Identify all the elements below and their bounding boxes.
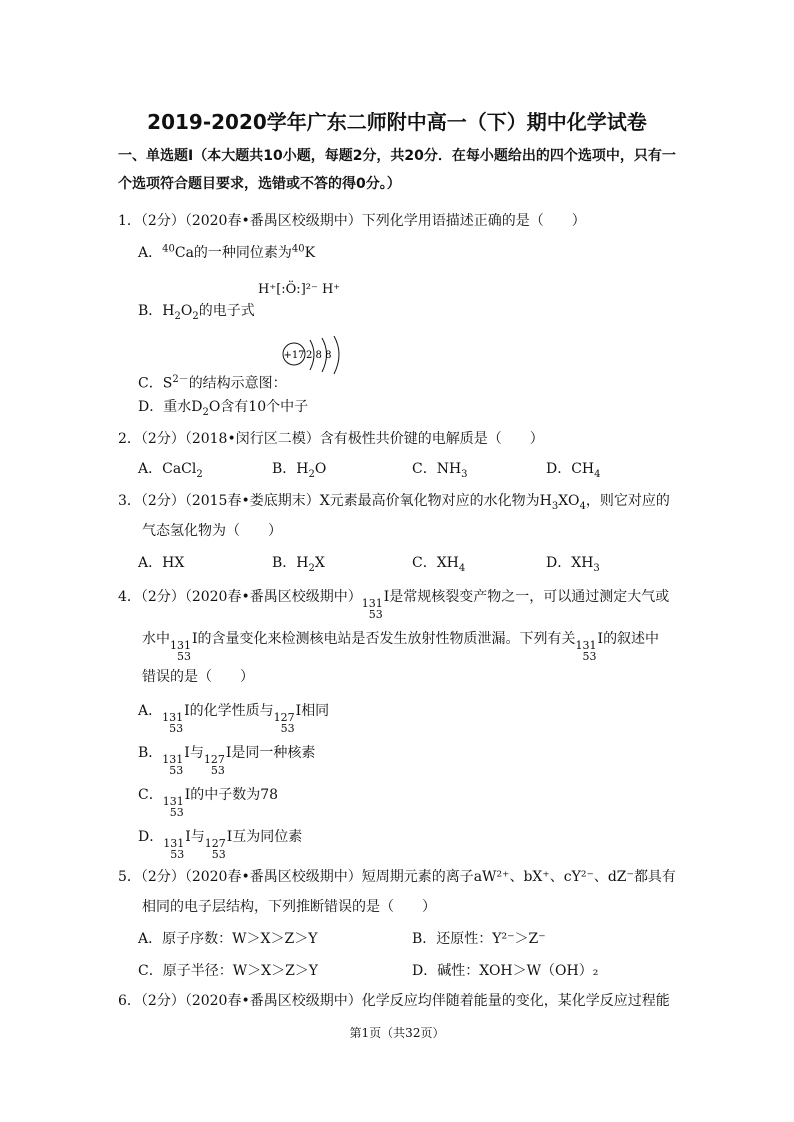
question-1-option-c[interactable] xyxy=(138,370,287,393)
mass-number: 40 xyxy=(291,243,305,255)
mass-number: 127 xyxy=(203,753,225,766)
atom-structure-diagram xyxy=(280,336,350,376)
option-text: 互为同位素 xyxy=(232,829,303,845)
option-text: C．NH xyxy=(412,461,462,477)
option-text: B．H xyxy=(138,303,175,319)
element-symbol: I xyxy=(184,787,191,803)
nuclide-notation xyxy=(274,712,295,734)
subscript: 2 xyxy=(308,468,315,480)
question-5-option-a[interactable]: A．原子序数：W＞X＞Z＞Y xyxy=(138,931,318,947)
subscript: 4 xyxy=(458,562,466,574)
question-5-stem-line-2: 相同的电子层结构，下列推断错误的是（ ） xyxy=(142,899,436,915)
question-3-option-c[interactable] xyxy=(412,552,465,574)
stem-text: 水中 xyxy=(142,631,170,647)
subscript: 3 xyxy=(461,468,468,480)
mass-number: 131 xyxy=(361,597,383,610)
mass-number: 131 xyxy=(162,795,184,808)
shell-arc xyxy=(334,336,339,374)
nuclide-notation xyxy=(362,598,383,620)
atomic-number: 53 xyxy=(210,764,225,777)
atomic-number: 53 xyxy=(582,650,597,663)
superscript: 2－ xyxy=(172,374,189,385)
option-text: X xyxy=(314,555,325,571)
option-text: O xyxy=(180,303,193,319)
element-symbol: I xyxy=(185,829,191,845)
nuclide-notation xyxy=(163,838,184,860)
option-label: A． xyxy=(138,245,163,261)
nuclide-notation xyxy=(162,754,183,776)
question-4-option-a[interactable] xyxy=(138,700,329,734)
question-2-option-c[interactable] xyxy=(412,458,468,480)
subscript: 4 xyxy=(579,500,586,512)
question-3-option-a[interactable] xyxy=(138,552,184,572)
subscript: 2 xyxy=(202,406,209,418)
page-title: 2019-2020学年广东二师附中高一（下）期中化学试卷 xyxy=(147,110,647,134)
option-text: A．HX xyxy=(138,555,185,571)
question-3-stem-line-1 xyxy=(118,490,670,512)
question-4-option-d[interactable] xyxy=(138,826,302,860)
question-5-option-d[interactable]: D．碱性：XOH＞W（OH）₂ xyxy=(412,963,599,979)
stem-text: 4．（2分）（2020春•番禺区校级期中） xyxy=(118,589,362,605)
question-5-option-c[interactable]: C．原子半径：W＞X＞Z＞Y xyxy=(138,963,319,979)
element-symbol: I xyxy=(383,589,390,605)
option-text: 的结构示意图： xyxy=(188,375,287,392)
nuclide-notation xyxy=(163,796,184,818)
question-1-option-d[interactable] xyxy=(138,396,308,418)
question-1-stem: 1．（2分）（2020春•番禺区校级期中）下列化学用语描述正确的是（ ） xyxy=(118,213,586,229)
option-label: A． xyxy=(138,703,163,719)
question-5-stem-line-1 xyxy=(118,866,676,886)
question-4-option-b[interactable] xyxy=(138,742,315,776)
atomic-number: 53 xyxy=(368,608,383,621)
mass-number: 127 xyxy=(273,711,295,724)
option-label: C． xyxy=(138,787,163,803)
stem-text: 3．（2分）（2015春•娄底期末）X元素最高价氧化物对应的水化物为H xyxy=(118,493,552,509)
stem-text: 的叙述中 xyxy=(603,631,660,647)
option-text: 相同 xyxy=(301,703,330,719)
ion-list: aW²⁺、bX⁺、cY²⁻、dZ⁻ xyxy=(473,869,634,885)
element-symbol: I xyxy=(184,745,190,761)
mass-number: 131 xyxy=(163,837,185,850)
option-label: B． xyxy=(138,745,163,761)
question-2-option-b[interactable] xyxy=(272,458,326,480)
element-symbol: I xyxy=(597,631,604,647)
element-symbol: I xyxy=(295,703,302,719)
subscript: 2 xyxy=(196,468,203,480)
option-text: D．CH xyxy=(546,461,595,477)
subscript: 3 xyxy=(551,500,559,512)
option-text: C．XH xyxy=(412,555,459,571)
nuclide-notation xyxy=(170,640,191,662)
page-footer: 第1页（共32页） xyxy=(349,1026,445,1040)
nuclide-notation xyxy=(205,838,226,860)
mass-number: 127 xyxy=(204,837,226,850)
stem-text: 是常规核裂变产物之一，可以通过测定大气或 xyxy=(389,589,670,605)
atomic-number: 53 xyxy=(169,806,184,819)
option-text: C．S xyxy=(138,375,173,392)
question-2-option-a[interactable] xyxy=(138,458,203,480)
nuclide-notation xyxy=(204,754,225,776)
atomic-number: 53 xyxy=(280,722,295,735)
question-2-stem: 2．（2分）（2018•闵行区二模）含有极性共价键的电解质是（ ） xyxy=(118,431,544,447)
stem-text: XO xyxy=(558,493,580,509)
stem-text: ，则它对应的 xyxy=(585,493,670,509)
question-4-stem-line-2 xyxy=(142,628,659,662)
nucleus-label: +17 xyxy=(283,350,305,361)
question-4-stem-line-3: 错误的是（ ） xyxy=(142,669,254,685)
atomic-number: 53 xyxy=(211,848,226,861)
question-4-option-c[interactable] xyxy=(138,784,278,818)
question-3-option-b[interactable] xyxy=(272,552,325,574)
mass-number: 131 xyxy=(162,753,184,766)
option-text: B．H xyxy=(272,461,309,477)
lewis-structure: H⁺[:Ö:]²⁻ H⁺ xyxy=(258,282,341,297)
option-text: O xyxy=(314,461,327,477)
stem-text: 5．（2分）（2020春•番禺区校级期中）短周期元素的离子 xyxy=(118,869,474,885)
stem-text: 的含量变化来检测核电站是否发生放射性物质泄漏。下列有关 xyxy=(197,631,576,647)
question-5-option-b[interactable]: B．还原性：Y²⁻＞Z⁻ xyxy=(412,931,546,947)
option-text: 是同一种核素 xyxy=(231,745,316,761)
atomic-number: 53 xyxy=(169,764,184,777)
atomic-number: 53 xyxy=(177,650,191,663)
option-text: B．H xyxy=(272,555,309,571)
subscript: 2 xyxy=(308,562,315,574)
section-heading: 一、单选题Ⅰ（本大题共10小题，每题2分，共20分．在每小题给出的四个选项中，只有一个选项符合题目要求，选错或不答的得0分。） xyxy=(118,148,676,192)
option-text: 与 xyxy=(190,829,205,845)
subscript: 3 xyxy=(593,562,600,574)
option-text: 与 xyxy=(189,745,204,761)
option-text: K xyxy=(304,245,316,261)
element-symbol: I xyxy=(192,631,198,647)
option-text: O含有10个中子 xyxy=(208,399,309,415)
option-text: 的中子数为78 xyxy=(190,787,279,803)
question-1-option-b[interactable] xyxy=(138,300,255,322)
mass-number: 131 xyxy=(575,639,597,652)
nuclide-notation xyxy=(162,712,183,734)
shell-electrons: 2 8 8 xyxy=(306,350,332,361)
question-2-option-d[interactable] xyxy=(546,458,601,480)
nuclide-notation xyxy=(576,640,597,662)
subscript: 4 xyxy=(594,468,601,480)
option-text: 的电子式 xyxy=(198,303,255,319)
option-label: D． xyxy=(138,829,164,845)
question-4-stem-line-1 xyxy=(118,586,669,620)
option-text: D．重水D xyxy=(138,399,203,415)
mass-number: 131 xyxy=(170,639,191,652)
question-3-stem-line-2: 气态氢化物为（ ） xyxy=(142,523,282,539)
option-text: 的化学性质与 xyxy=(189,703,274,719)
subscript: 2 xyxy=(174,310,181,322)
element-symbol: I xyxy=(184,703,190,719)
mass-number: 40 xyxy=(162,243,175,255)
question-6-stem-line-1: 6．（2分）（2020春•番禺区校级期中）化学反应均伴随着能量的变化，某化学反应过程能 xyxy=(118,993,670,1009)
subscript: 2 xyxy=(192,310,199,322)
mass-number: 131 xyxy=(162,711,184,724)
stem-text: 都具有 xyxy=(633,869,676,885)
element-symbol: I xyxy=(225,745,232,761)
element-symbol: I xyxy=(226,829,233,845)
question-3-option-d[interactable] xyxy=(546,552,600,574)
option-text: D．XH xyxy=(546,555,594,571)
question-1-option-a[interactable] xyxy=(138,242,315,262)
option-text: Ca的一种同位素为 xyxy=(174,245,292,261)
option-text: A．CaCl xyxy=(138,461,197,477)
atomic-number: 53 xyxy=(170,848,185,861)
atomic-number: 53 xyxy=(169,722,184,735)
